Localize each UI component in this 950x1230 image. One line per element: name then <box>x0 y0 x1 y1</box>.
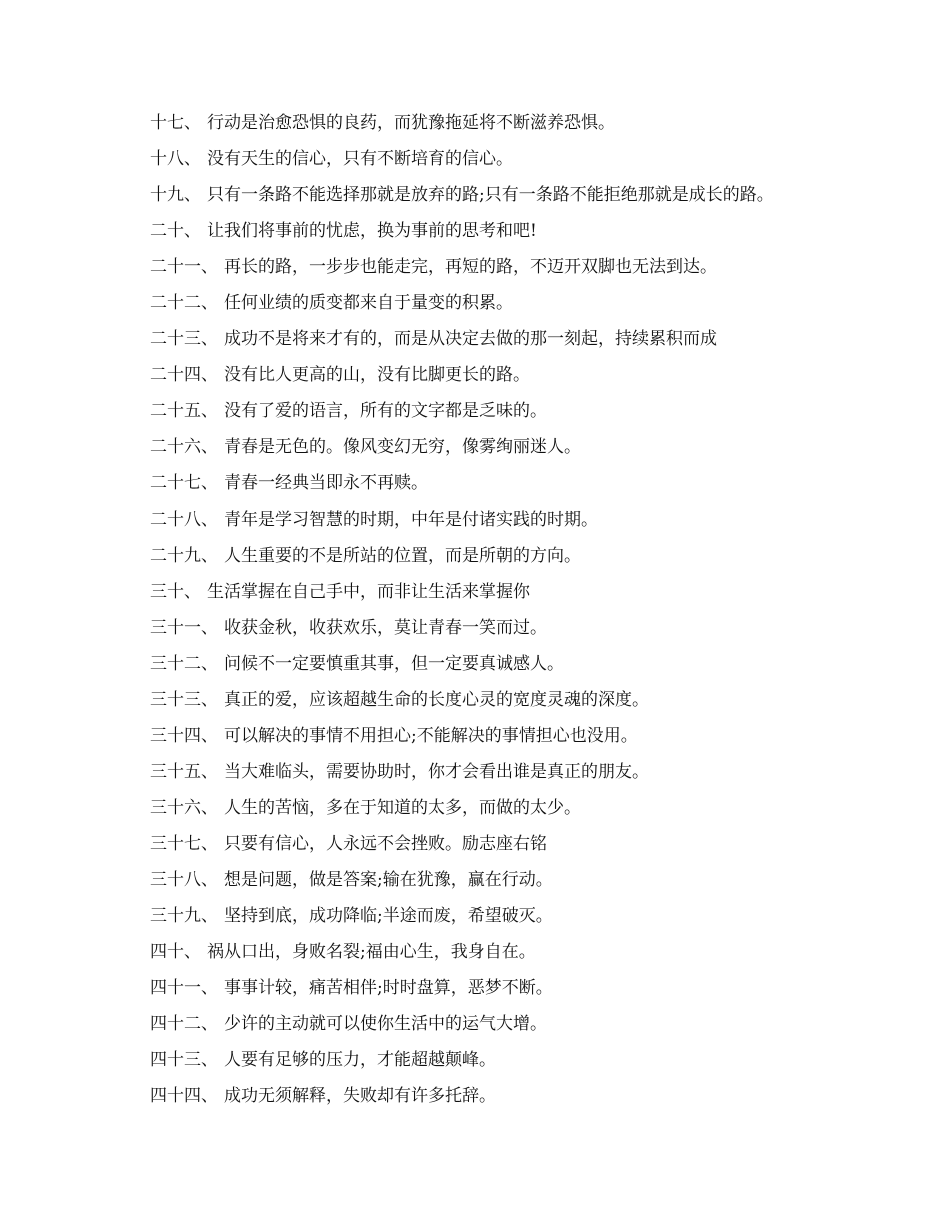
quote-list <box>150 110 850 1119</box>
quote-number: 三十二、 <box>150 653 218 674</box>
quote-item <box>150 795 850 831</box>
quote-number: 十七、 <box>150 113 201 133</box>
quote-item <box>150 687 850 723</box>
quote-item <box>150 651 850 687</box>
quote-number: 二十六、 <box>150 437 218 458</box>
quote-text: 让我们将事前的忧虑，换为事前的思考和吧! <box>207 221 537 242</box>
quote-item <box>150 939 850 975</box>
quote-number: 四十、 <box>150 942 201 963</box>
quote-item <box>150 218 850 254</box>
quote-text: 成功不是将来才有的，而是从决定去做的那一刻起，持续累积而成 <box>224 329 717 350</box>
quote-number: 三十六、 <box>150 797 218 818</box>
quote-number: 十八、 <box>150 149 201 170</box>
quote-item <box>150 903 850 939</box>
quote-number: 三十一、 <box>150 617 218 638</box>
quote-number: 二十八、 <box>150 509 218 530</box>
quote-item <box>150 290 850 326</box>
quote-text: 没有天生的信心，只有不断培育的信心。 <box>207 149 513 170</box>
quote-text: 只要有信心，人永远不会挫败。励志座右铭 <box>224 833 547 854</box>
quote-item <box>150 146 850 182</box>
quote-item <box>150 759 850 795</box>
quote-item <box>150 975 850 1011</box>
quote-number: 二十七、 <box>150 473 218 494</box>
quote-item <box>150 398 850 434</box>
quote-number: 三十五、 <box>150 761 218 782</box>
quote-text: 没有比人更高的山，没有比脚更长的路。 <box>224 365 530 386</box>
quote-text: 再长的路，一步步也能走完，再短的路，不迈开双脚也无法到达。 <box>224 257 717 278</box>
quote-item <box>150 1047 850 1083</box>
quote-item <box>150 362 850 398</box>
quote-text: 任何业绩的质变都来自于量变的积累。 <box>224 293 513 314</box>
quote-text: 想是问题，做是答案;输在犹豫，赢在行动。 <box>224 869 553 890</box>
quote-number: 三十七、 <box>150 833 218 854</box>
quote-text: 祸从口出，身败名裂;福由心生，我身自在。 <box>207 942 536 963</box>
quote-item <box>150 326 850 362</box>
quote-text: 收获金秋，收获欢乐，莫让青春一笑而过。 <box>224 617 547 638</box>
quote-text: 问候不一定要慎重其事，但一定要真诚感人。 <box>224 653 564 674</box>
quote-number: 三十、 <box>150 581 201 602</box>
quote-item <box>150 831 850 867</box>
quote-text: 没有了爱的语言，所有的文字都是乏味的。 <box>224 401 547 422</box>
quote-text: 人要有足够的压力，才能超越颠峰。 <box>224 1050 496 1071</box>
quote-text: 成功无须解释，失败却有许多托辞。 <box>224 1086 496 1107</box>
quote-number: 三十四、 <box>150 725 218 746</box>
quote-number: 二十九、 <box>150 545 218 566</box>
quote-number: 二十三、 <box>150 329 218 350</box>
quote-number: 三十九、 <box>150 906 218 927</box>
quote-text: 人生重要的不是所站的位置，而是所朝的方向。 <box>224 545 581 566</box>
quote-item <box>150 1011 850 1047</box>
quote-item <box>150 579 850 615</box>
quote-number: 二十一、 <box>150 257 218 278</box>
quote-text: 可以解决的事情不用担心;不能解决的事情担心也没用。 <box>224 725 638 746</box>
quote-item <box>150 254 850 290</box>
quote-number: 四十四、 <box>150 1086 218 1107</box>
quote-item <box>150 1083 850 1119</box>
quote-text: 只有一条路不能选择那就是放弃的路;只有一条路不能拒绝那就是成长的路。 <box>207 185 774 206</box>
quote-text: 坚持到底，成功降临;半途而废，希望破灭。 <box>224 906 553 927</box>
quote-text: 真正的爱，应该超越生命的长度心灵的宽度灵魂的深度。 <box>224 689 649 710</box>
quote-item <box>150 182 850 218</box>
quote-number: 二十四、 <box>150 365 218 386</box>
quote-item <box>150 615 850 651</box>
quote-text: 生活掌握在自己手中，而非让生活来掌握你 <box>207 581 530 602</box>
quote-item <box>150 543 850 579</box>
quote-text: 青春一经典当即永不再赎。 <box>224 473 428 494</box>
quote-text: 青春是无色的。像风变幻无穷，像雾绚丽迷人。 <box>224 437 581 458</box>
quote-number: 四十三、 <box>150 1050 218 1071</box>
quote-text: 行动是治愈恐惧的良药，而犹豫拖延将不断滋养恐惧。 <box>207 113 615 133</box>
quote-number: 四十一、 <box>150 978 218 999</box>
quote-item <box>150 434 850 470</box>
quote-number: 二十二、 <box>150 293 218 314</box>
quote-number: 四十二、 <box>150 1014 218 1035</box>
quote-number: 二十五、 <box>150 401 218 422</box>
quote-text: 青年是学习智慧的时期，中年是付诸实践的时期。 <box>224 509 598 530</box>
quote-number: 十九、 <box>150 185 201 206</box>
quote-number: 三十三、 <box>150 689 218 710</box>
quote-text: 当大难临头，需要协助时，你才会看出谁是真正的朋友。 <box>224 761 649 782</box>
quote-text: 事事计较，痛苦相伴;时时盘算，恶梦不断。 <box>224 978 553 999</box>
quote-item <box>150 507 850 543</box>
quote-number: 二十、 <box>150 221 201 242</box>
quote-number: 三十八、 <box>150 869 218 890</box>
quote-item <box>150 867 850 903</box>
quote-item <box>150 110 850 146</box>
quote-text: 人生的苦恼，多在于知道的太多，而做的太少。 <box>224 797 581 818</box>
quote-text: 少许的主动就可以使你生活中的运气大增。 <box>224 1014 547 1035</box>
quote-item <box>150 723 850 759</box>
quote-item <box>150 470 850 506</box>
